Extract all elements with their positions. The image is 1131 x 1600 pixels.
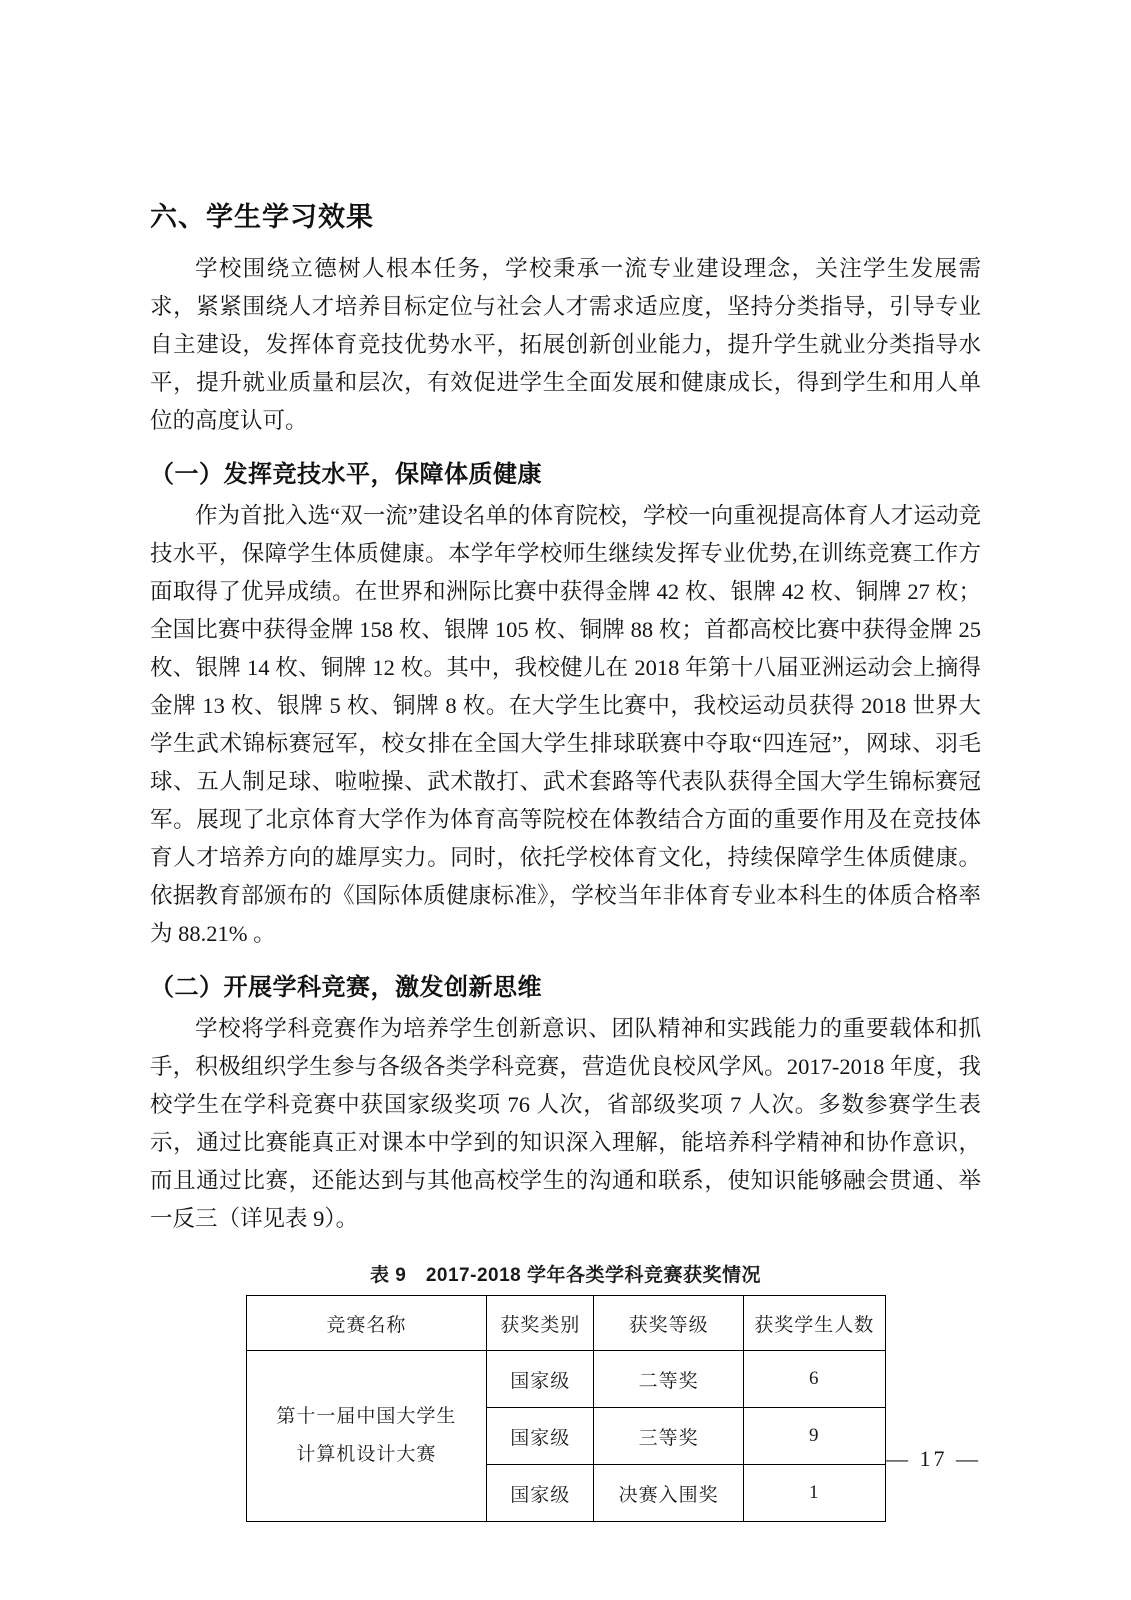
intro-paragraph: 学校围绕立德树人根本任务，学校秉承一流专业建设理念，关注学生发展需求，紧紧围绕人才培养目标定位与社会人才需求适应度，坚持分类指导，引导专业自主建设，发挥体育竞技优势水平，拓展创新创业能力，提升学生就业分类指导水平，提升就业质量和层次，有效促进学生全面发展和健康成长，得到学生和用人单位的高度认可。 bbox=[150, 256, 981, 433]
award-table bbox=[246, 1295, 886, 1522]
column-header-award-category: 获奖类别 bbox=[487, 1296, 594, 1351]
column-header-competition-name: 竞赛名称 bbox=[246, 1296, 487, 1351]
page-number: — 17 — bbox=[886, 1446, 981, 1471]
cell-award-category: 国家级 bbox=[487, 1351, 594, 1408]
subsection-1-heading: （一）发挥竞技水平，保障体质健康 bbox=[150, 461, 542, 488]
competition-name-line-1: 第十一届中国大学生 bbox=[276, 1406, 457, 1427]
cell-award-level: 决赛入围奖 bbox=[594, 1465, 744, 1522]
column-header-student-count: 获奖学生人数 bbox=[744, 1296, 885, 1351]
column-header-award-level: 获奖等级 bbox=[594, 1296, 744, 1351]
subsection-2-heading: （二）开展学科竞赛，激发创新思维 bbox=[150, 974, 542, 1001]
cell-award-category: 国家级 bbox=[487, 1465, 594, 1522]
cell-competition-name bbox=[246, 1351, 487, 1522]
subsection-2-paragraph: 学校将学科竞赛作为培养学生创新意识、团队精神和实践能力的重要载体和抓手，积极组织学生参与各级各类学科竞赛，营造优良校风学风。2017-2018 年度，我校学生在学科竞赛中获国家级奖项 76 人次，省部级奖项 7 人次。多数参赛学生表示，通过比赛能真正对课本中学到的知识深入理解，能培养科学精神和协作意识，而且通过比赛，还能达到与其他高校学生的沟通和联系，使知识能够融会贯通、举一反三（详见表 9）。 bbox=[150, 1016, 981, 1231]
section-heading: 六、学生学习效果 bbox=[150, 202, 374, 232]
cell-student-count: 1 bbox=[744, 1465, 885, 1522]
cell-award-category: 国家级 bbox=[487, 1408, 594, 1465]
competition-name-line-2: 计算机设计大赛 bbox=[296, 1444, 437, 1465]
subsection-1-paragraph: 作为首批入选“双一流”建设名单的体育院校，学校一向重视提高体育人才运动竞技水平，保障学生体质健康。本学年学校师生继续发挥专业优势,在训练竞赛工作方面取得了优异成绩。在世界和洲际比赛中获得金牌 42 枚、银牌 42 枚、铜牌 27 枚；全国比赛中获得金牌 158 枚、银牌 105 枚、铜牌 88 枚；首都高校比赛中获得金牌 25 枚、银牌 14 枚、铜牌 12 枚。其中，我校健儿在 2018 年第十八届亚洲运动会上摘得金牌 13 枚、银牌 5 枚、铜牌 8 枚。在大学生比赛中，我校运动员获得 2018 世界大学生武术锦标赛冠军，校女排在全国大学生排球联赛中夺取“四连冠”，网球、羽毛球、五人制足球、啦啦操、武术散打、武术套路等代表队获得全国大学生锦标赛冠军。展现了北京体育大学作为体育高等院校在体教结合方面的重要作用及在竞技体育人才培养方向的雄厚实力。同时，依托学校体育文化，持续保障学生体质健康。依据教育部颁布的《国际体质健康标准》，学校当年非体育专业本科生的体质合格率为 88.21% 。 bbox=[150, 503, 981, 946]
cell-student-count: 6 bbox=[744, 1351, 885, 1408]
table-caption: 表 9 2017-2018 学年各类学科竞赛获奖情况 bbox=[370, 1265, 761, 1286]
cell-award-level: 三等奖 bbox=[594, 1408, 744, 1465]
cell-award-level: 二等奖 bbox=[594, 1351, 744, 1408]
table-row bbox=[246, 1351, 885, 1408]
table-header-row bbox=[246, 1296, 885, 1351]
cell-student-count: 9 bbox=[744, 1408, 885, 1465]
